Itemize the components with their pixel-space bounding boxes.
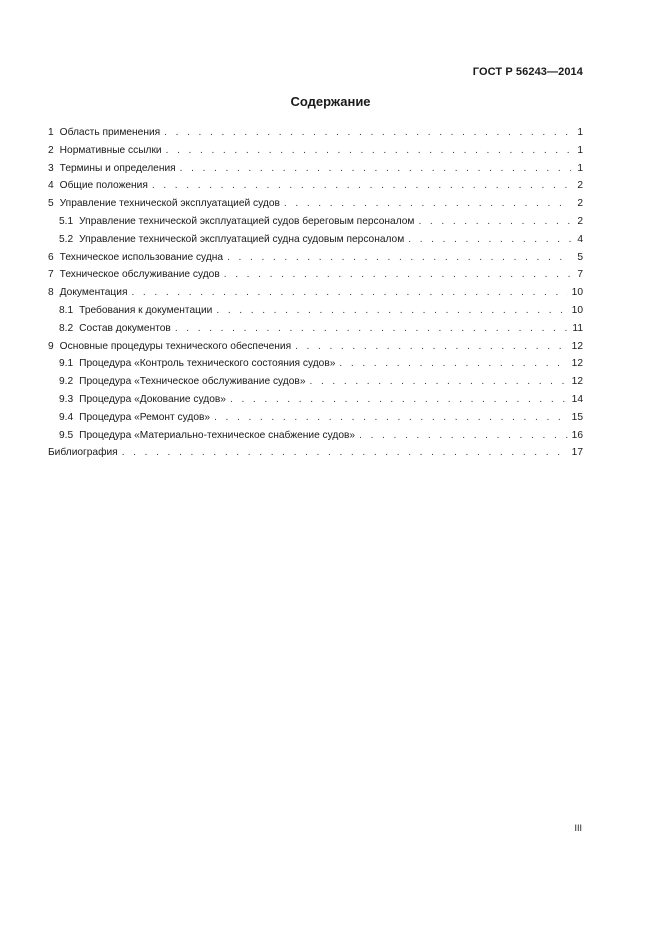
toc-leader-dots — [152, 177, 571, 195]
toc-entry-number: 8 — [48, 287, 54, 299]
toc-subentry[interactable] — [48, 231, 583, 249]
toc-leader-dots — [339, 355, 567, 373]
toc-leader-dots — [418, 213, 571, 231]
toc-entry-number: 9.2 — [59, 376, 74, 388]
toc-leader-dots — [224, 266, 571, 284]
toc-entry[interactable] — [48, 266, 583, 284]
toc-entry-page: 1 — [577, 144, 583, 156]
toc-entry-page: 17 — [571, 447, 583, 459]
toc-leader-dots — [216, 302, 567, 320]
toc-entry-title: Документация — [59, 287, 128, 299]
toc-entry-page: 16 — [571, 429, 583, 441]
table-of-contents — [48, 124, 583, 462]
toc-leader-dots — [122, 444, 568, 462]
toc-leader-dots — [175, 320, 569, 338]
toc-entry-title: Состав документов — [79, 322, 171, 334]
toc-entry-page: 1 — [577, 127, 583, 138]
toc-entry-title: Процедура «Докование судов» — [79, 393, 226, 405]
toc-entry[interactable] — [48, 284, 583, 302]
page-folio: III — [574, 823, 582, 833]
toc-entry-page: 12 — [571, 340, 583, 352]
toc-entry-page: 5 — [577, 251, 583, 263]
toc-entry-page: 2 — [577, 198, 583, 210]
toc-entry-title: Техническое обслуживание судов — [59, 269, 220, 281]
toc-entry-number: 3 — [48, 162, 54, 174]
toc-entry-title: Процедура «Техническое обслуживание судов» — [79, 376, 306, 388]
toc-subentry[interactable] — [48, 373, 583, 391]
toc-leader-dots — [408, 231, 571, 249]
toc-entry[interactable] — [48, 338, 583, 356]
toc-entry-page: 2 — [577, 215, 583, 227]
toc-subentry[interactable] — [48, 391, 583, 409]
toc-entry-page: 15 — [571, 411, 583, 423]
toc-entry-number: 9.5 — [59, 429, 74, 441]
toc-entry-title: Общие положения — [59, 180, 148, 192]
toc-entry-page: 10 — [571, 304, 583, 316]
toc-entry-number: 2 — [48, 144, 54, 156]
toc-entry-page: 1 — [577, 162, 583, 174]
toc-entry-title: Управление технической эксплуатацией судов — [59, 198, 280, 210]
toc-leader-dots — [359, 427, 568, 445]
toc-entry[interactable] — [48, 142, 583, 160]
toc-entry-number: 5.2 — [59, 233, 74, 245]
toc-entry-title: Управление технической эксплуатацией судна судовым персоналом — [79, 233, 405, 245]
toc-leader-dots — [227, 249, 571, 267]
toc-subentry[interactable] — [48, 427, 583, 445]
toc-entry-number: 9.1 — [59, 358, 74, 370]
toc-entry-title: Процедура «Материально-техническое снабжение судов» — [79, 429, 356, 441]
toc-leader-dots — [180, 160, 571, 178]
toc-entry-page: 12 — [571, 358, 583, 370]
page-title: Содержание — [290, 94, 371, 109]
toc-entry-number: 5.1 — [59, 215, 74, 227]
toc-entry-title: Процедура «Ремонт судов» — [79, 411, 211, 423]
toc-entry-title: Основные процедуры технического обеспечения — [59, 340, 292, 352]
toc-entry-title: Библиография — [48, 447, 118, 459]
toc-entry[interactable] — [48, 195, 583, 213]
toc-entry-number: 9.3 — [59, 393, 74, 405]
toc-entry-number: 9.4 — [59, 411, 74, 423]
toc-subentry[interactable] — [48, 213, 583, 231]
toc-entry-number: 8.1 — [59, 304, 74, 316]
toc-entry-number: 1 — [48, 127, 54, 138]
toc-entry-number: 4 — [48, 180, 54, 192]
toc-entry-title: Термины и определения — [59, 162, 176, 174]
toc-leader-dots — [310, 373, 568, 391]
toc-entry-page: 14 — [571, 393, 583, 405]
toc-leader-dots — [214, 409, 568, 427]
toc-entry-number: 5 — [48, 198, 54, 210]
toc-entry[interactable] — [48, 124, 583, 142]
toc-entry-number: 7 — [48, 269, 54, 281]
toc-entry-number: 8.2 — [59, 322, 74, 334]
toc-entry-page: 10 — [571, 287, 583, 299]
toc-entry-title: Техническое использование судна — [59, 251, 224, 263]
toc-subentry[interactable] — [48, 409, 583, 427]
toc-entry-title: Требования к документации — [79, 304, 213, 316]
toc-entry-page: 7 — [577, 269, 583, 281]
toc-entry[interactable] — [48, 177, 583, 195]
toc-entry-number: 9 — [48, 340, 54, 352]
document-standard-code: ГОСТ Р 56243—2014 — [472, 66, 583, 78]
toc-leader-dots — [284, 195, 571, 213]
toc-entry[interactable] — [48, 160, 583, 178]
toc-subentry[interactable] — [48, 320, 583, 338]
toc-leader-dots — [131, 284, 567, 302]
toc-entry-number: 6 — [48, 251, 54, 263]
toc-leader-dots — [164, 124, 571, 142]
toc-entry-page: 2 — [577, 180, 583, 192]
toc-entry-page: 4 — [577, 233, 583, 245]
toc-entry[interactable] — [48, 249, 583, 267]
toc-leader-dots — [295, 338, 568, 356]
toc-entry-title: Область применения — [59, 127, 161, 138]
toc-entry-bibliography[interactable] — [48, 444, 583, 462]
toc-subentry[interactable] — [48, 302, 583, 320]
toc-leader-dots — [166, 142, 571, 160]
toc-entry-title: Нормативные ссылки — [59, 144, 162, 156]
toc-entry-page: 12 — [571, 376, 583, 388]
toc-entry-page: 11 — [572, 322, 583, 334]
toc-entry-title: Процедура «Контроль технического состояния судов» — [79, 358, 336, 370]
toc-leader-dots — [230, 391, 568, 409]
toc-subentry[interactable] — [48, 355, 583, 373]
toc-entry-title: Управление технической эксплуатацией судов береговым персоналом — [79, 215, 415, 227]
